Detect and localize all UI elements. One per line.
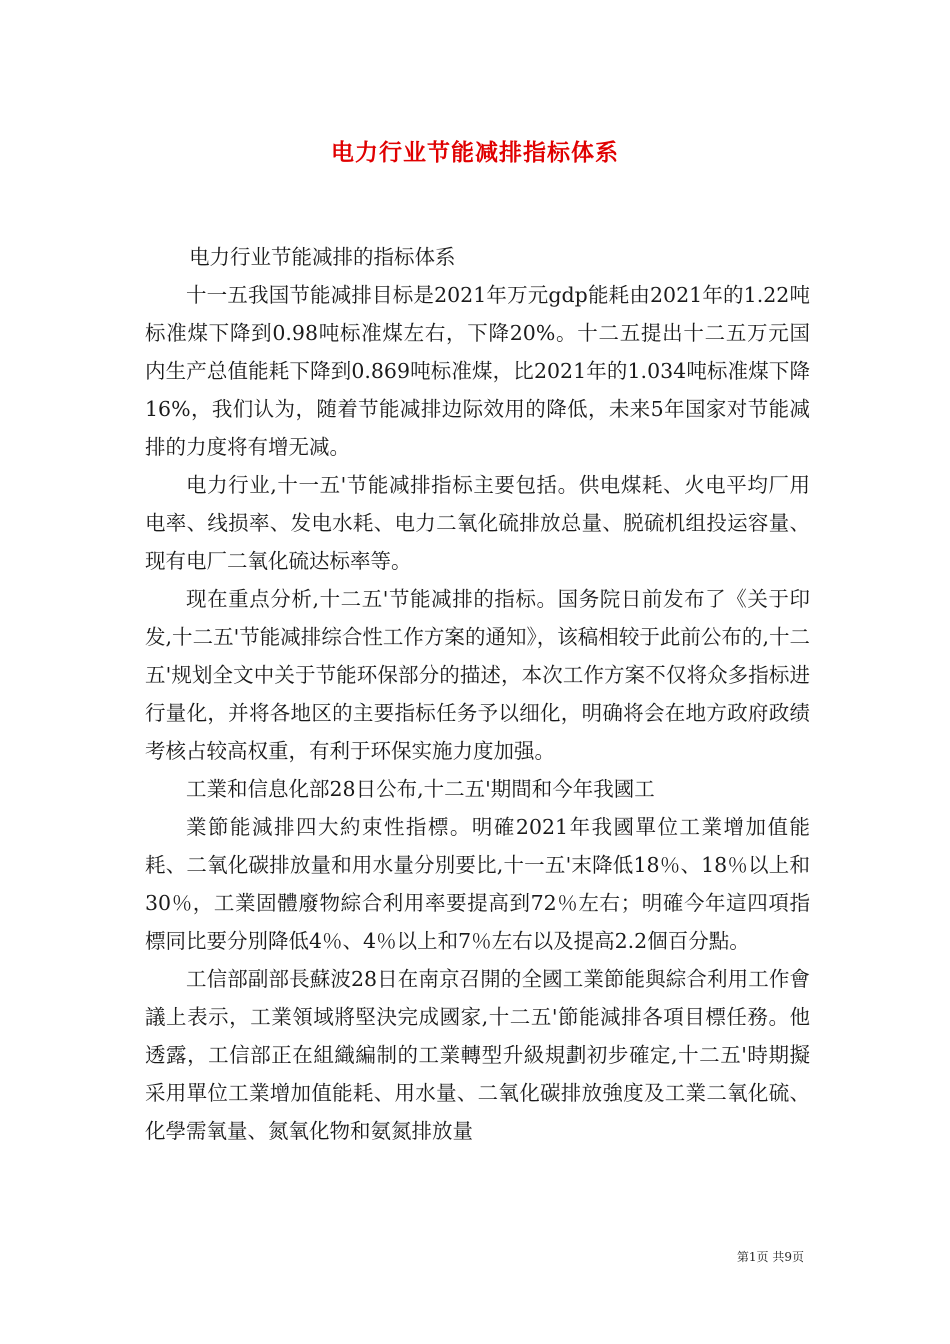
page-number-footer: 第1页 共9页	[736, 1250, 804, 1264]
document-body	[145, 238, 810, 1150]
document-title: 电力行业节能减排指标体系	[331, 140, 619, 166]
paragraph: 工信部副部長蘇波28日在南京召開的全國工業節能與綜合利用工作會議上表示，工業領域將堅決完成國家,十二五'節能減排各項目標任務。他透露，工信部正在組織編制的工業轉型升級規劃初步確定,十二五'時期擬采用單位工業增加值能耗、用水量、二氧化碳排放強度及工業二氧化硫、化學需氧量、氮氧化物和氨氮排放量	[145, 967, 810, 1143]
paragraph: 工業和信息化部28日公布,十二五'期間和今年我國工	[186, 777, 655, 801]
paragraph: 十一五我国节能减排目标是2021年万元gdp能耗由2021年的1.22吨标准煤下降到0.98吨标准煤左右，下降20%。十二五提出十二五万元国内生产总值能耗下降到0.869吨标准煤，比2021年的1.034吨标准煤下降16%，我们认为，随着节能减排边际效用的降低，未来5年国家对节能减排的力度将有增无减。	[145, 283, 810, 459]
paragraph: 现在重点分析,十二五'节能减排的指标。国务院日前发布了《关于印发,十二五'节能减排综合性工作方案的通知》，该稿相较于此前公布的,十二五'规划全文中关于节能环保部分的描述，本次工作方案不仅将众多指标进行量化，并将各地区的主要指标任务予以细化，明确将会在地方政府政绩考核占较高权重，有利于环保实施力度加强。	[145, 587, 810, 763]
paragraph: 电力行业,十一五'节能减排指标主要包括。供电煤耗、火电平均厂用电率、线损率、发电水耗、电力二氧化硫排放总量、脱硫机组投运容量、现有电厂二氧化硫达标率等。	[145, 473, 810, 573]
paragraph-heading: 电力行业节能减排的指标体系	[189, 245, 456, 269]
paragraph: 業節能減排四大約束性指標。明確2021年我國單位工業增加值能耗、二氧化碳排放量和用水量分別要比,十一五'末降低18％、18％以上和30％，工業固體廢物綜合利用率要提高到72％左右；明確今年這四項指標同比要分別降低4％、4％以上和7％左右以及提高2.2個百分點。	[145, 815, 810, 953]
